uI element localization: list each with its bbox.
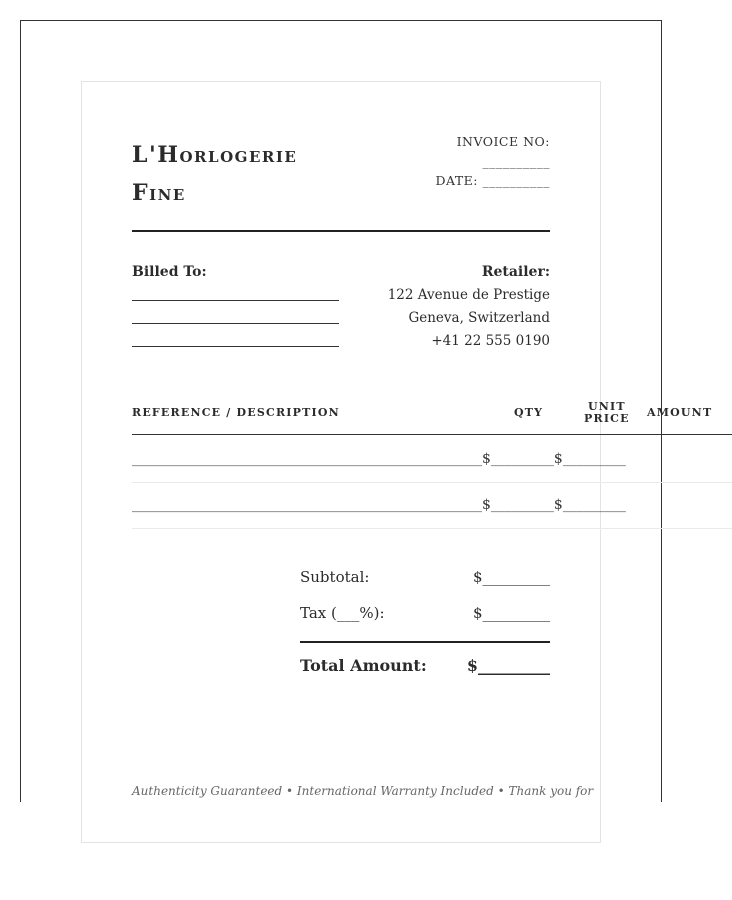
column-header-description: REFERENCE / DESCRIPTION — [132, 406, 340, 419]
row-unit-price: $_________ — [482, 451, 554, 467]
totals-divider — [300, 641, 550, 643]
column-header-qty: QTY — [514, 406, 544, 419]
row-description: __________________________________________________ — [132, 451, 482, 467]
subtotal-value: $_________ — [472, 568, 550, 586]
billed-to-line-1 — [132, 300, 339, 301]
table-header-divider — [132, 434, 732, 435]
invoice-sheet — [81, 81, 713, 843]
brand-line-2: Fine — [132, 180, 186, 206]
row-divider — [132, 528, 732, 529]
tax-label: Tax (___%): — [300, 604, 385, 622]
date-blank: __________ — [482, 173, 550, 188]
brand-line-1: L'Horlogerie — [132, 142, 298, 168]
retailer-label: Retailer: — [481, 264, 550, 280]
column-header-unit-price — [584, 401, 630, 425]
subtotal-label: Subtotal: — [300, 568, 370, 586]
date-label: DATE: — [435, 173, 479, 188]
billed-to-label: Billed To: — [132, 264, 207, 280]
unit-price-line-2: PRICE — [584, 412, 630, 425]
tax-value: $_________ — [472, 604, 550, 622]
billed-to-line-3 — [132, 346, 339, 347]
total-amount-value: $_________ — [466, 656, 550, 675]
table-row — [132, 451, 626, 467]
date-row — [435, 173, 550, 188]
header-divider — [132, 230, 550, 232]
row-amount: $_________ — [553, 497, 626, 513]
unit-price-line-1: UNIT — [587, 400, 626, 413]
row-description: __________________________________________________ — [132, 497, 482, 513]
row-divider — [132, 482, 732, 483]
document-frame — [20, 20, 713, 802]
retailer-address-line-2: Geneva, Switzerland — [408, 310, 550, 326]
column-header-amount: AMOUNT — [647, 406, 713, 419]
retailer-phone: +41 22 555 0190 — [431, 333, 550, 349]
row-unit-price: $_________ — [482, 497, 554, 513]
table-row — [132, 497, 626, 513]
total-amount-label: Total Amount: — [300, 656, 427, 675]
invoice-number-blank: __________ — [482, 154, 550, 169]
footer-note: Authenticity Guaranteed • International Warranty Included • Thank you for — [132, 784, 594, 798]
retailer-address-line-1: 122 Avenue de Prestige — [387, 287, 550, 303]
billed-to-line-2 — [132, 323, 339, 324]
row-amount: $_________ — [553, 451, 626, 467]
invoice-number-label: INVOICE NO: — [456, 134, 550, 149]
brand-title — [132, 136, 372, 212]
